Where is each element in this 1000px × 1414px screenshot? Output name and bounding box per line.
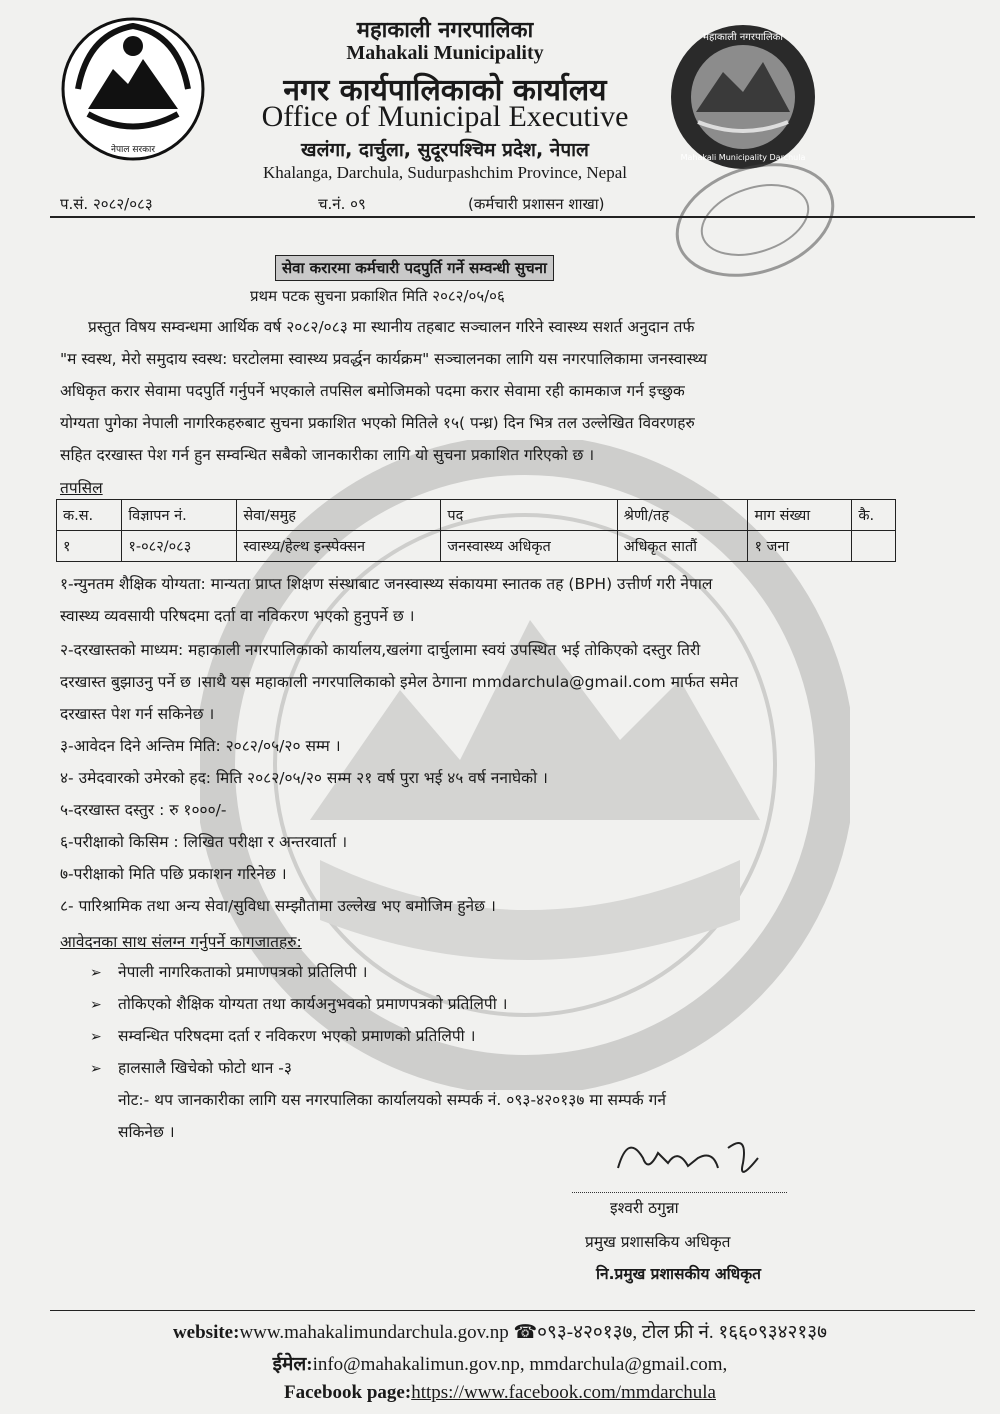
requirement-line: १-न्युनतम शैक्षिक योग्यता: मान्यता प्राप्त शिक्षण संस्थाबाट जनस्वास्थ्य संकायमा स्नातक तह (BPH) उत्तीर्ण गरी नेपाल xyxy=(60,575,713,593)
email-label: ईमेल: xyxy=(272,1354,313,1375)
seal-text-bottom: Mahakali Municipality Darchula xyxy=(680,153,806,162)
office-name-english: Office of Municipal Executive xyxy=(261,100,629,133)
table-cell: १ xyxy=(57,531,122,562)
municipality-seal-icon xyxy=(668,22,818,172)
body-line: प्रस्तुत विषय सम्वन्धमा आर्थिक वर्ष २०८२/०८३ मा स्थानीय तहबाट सञ्चालन गरिने स्वास्थ्य सशर्त अनुदान तर्फ xyxy=(88,318,695,336)
table-cell: अधिकृत सातौं xyxy=(617,531,748,562)
arrow-bullet-icon: ➢ xyxy=(90,1029,102,1045)
body-line: योग्यता पुगेका नेपाली नागरिकहरुबाट सुचना प्रकाशित भएको मितिले १५( पन्ध्र) दिन भित्र तल उल्लेखित विवरणहरु xyxy=(60,414,695,432)
table-header-cell: विज्ञापन नं. xyxy=(122,500,237,531)
footer-facebook-line xyxy=(0,1382,1000,1404)
footer-email-line xyxy=(0,1350,1000,1376)
website-link[interactable]: www.mahakalimundarchula.gov.np xyxy=(239,1322,509,1343)
table-header-cell: पद xyxy=(441,500,617,531)
table-header-cell: सेवा/समुह xyxy=(237,500,441,531)
body-line: सहित दरखास्त पेश गर्न हुन सम्वन्धित सबैको जानकारीका लागि यो सुचना प्रकाशित गरिएको छ । xyxy=(60,446,595,464)
footer-divider xyxy=(50,1310,975,1311)
documents-heading: आवेदनका साथ संलग्न गर्नुपर्ने कागजातहरु: xyxy=(60,933,302,951)
table-header-cell: श्रेणी/तह xyxy=(617,500,748,531)
address-nepali: खलंगा, दार्चुला, सुदूरपश्चिम प्रदेश, नेपाल xyxy=(301,139,589,161)
table-row xyxy=(57,531,896,562)
document-label: तोकिएको शैक्षिक योग्यता तथा कार्यअनुभवको प्रमाणपत्रको प्रतिलिपी । xyxy=(118,995,508,1013)
table-label: तपसिल xyxy=(60,479,103,497)
signatory-name: इश्वरी ठगुन्ना xyxy=(610,1199,679,1217)
list-item xyxy=(90,960,368,982)
website-label: website: xyxy=(172,1322,240,1343)
list-item xyxy=(90,992,508,1014)
publish-date: प्रथम पटक सुचना प्रकाशित मिति २०८२/०५/०६ xyxy=(250,287,505,305)
email-addresses[interactable]: info@mahakalimun.gov.np, mmdarchula@gmail.com, xyxy=(312,1354,728,1375)
arrow-bullet-icon: ➢ xyxy=(90,965,102,981)
requirement-line: दरखास्त बुझाउनु पर्ने छ ।साथै यस महाकाली नगरपालिकाको इमेल ठेगाना mmdarchula@gmail.com मार्फत समेत xyxy=(60,673,739,691)
seal-text-top: महाकाली नगरपालिका xyxy=(703,32,783,43)
vacancy-table xyxy=(56,499,896,562)
body-line: अधिकृत करार सेवामा पदपुर्ति गर्नुपर्ने भएकाले तपसिल बमोजिमको पदमा करार सेवामा रही कामकाज गर्न इच्छुक xyxy=(60,382,685,400)
contact-note: नोट:- थप जानकारीका लागि यस नगरपालिका कार्यालयको सम्पर्क नं. ०९३-४२०१३७ मा सम्पर्क गर्न xyxy=(118,1091,666,1109)
table-cell: १-०८२/०८३ xyxy=(122,531,237,562)
arrow-bullet-icon: ➢ xyxy=(90,997,102,1013)
body-line: "म स्वस्थ, मेरो समुदाय स्वस्थ: घरटोलमा स्वास्थ्य प्रवर्द्धन कार्यक्रम" सञ्चालनका लागि यस नगरपालिकामा जनस्वास्थ्य xyxy=(60,350,708,368)
office-stamp-icon xyxy=(670,160,840,280)
header-divider xyxy=(50,216,975,218)
requirement-line: दरखास्त पेश गर्न सकिनेछ । xyxy=(60,705,215,723)
address-english: Khalanga, Darchula, Sudurpashchim Province, Nepal xyxy=(263,163,627,182)
document-label: सम्वन्धित परिषदमा दर्ता र नविकरण भएको प्रमाणको प्रतिलिपी । xyxy=(118,1027,476,1045)
notice-title: सेवा करारमा कर्मचारी पदपुर्ति गर्ने सम्वन्धी सुचना xyxy=(275,255,554,281)
reference-number: प.सं. २०८२/०८३ xyxy=(60,195,153,213)
office-name-nepali: नगर कार्यपालिकाको कार्यालय xyxy=(283,73,607,108)
table-header-row xyxy=(57,500,896,531)
emblem-caption: नेपाल सरकार xyxy=(110,145,156,155)
table-cell: स्वास्थ्य/हेल्थ इन्स्पेक्सन xyxy=(237,531,441,562)
table-header-cell: क.स. xyxy=(57,500,122,531)
footer-website-line xyxy=(0,1318,1000,1344)
table-header-cell: कै. xyxy=(852,500,896,531)
requirement-line: ५-दरखास्त दस्तुर : रु १०००/- xyxy=(60,801,227,819)
section-name: (कर्मचारी प्रशासन शाखा) xyxy=(468,195,605,213)
requirement-line: ६-परीक्षाको किसिम : लिखित परीक्षा र अन्तरवार्ता । xyxy=(60,833,348,851)
list-item xyxy=(90,1056,292,1078)
table-cell xyxy=(852,531,896,562)
signature-icon xyxy=(598,1128,778,1188)
signature-line xyxy=(572,1192,787,1193)
facebook-label: Facebook page: xyxy=(284,1382,412,1403)
signatory-designation: प्रमुख प्रशासकिय अधिकृत xyxy=(585,1233,731,1251)
table-cell: जनस्वास्थ्य अधिकृत xyxy=(441,531,617,562)
table-header-cell: माग संख्या xyxy=(748,500,852,531)
designation-stamp: नि.प्रमुख प्रशासकीय अधिकृत xyxy=(596,1265,761,1283)
requirement-line: ३-आवेदन दिने अन्तिम मिति: २०८२/०५/२० सम्म । xyxy=(60,737,341,755)
requirement-line: ७-परीक्षाको मिति पछि प्रकाशन गरिनेछ । xyxy=(60,865,287,883)
nepal-emblem-icon xyxy=(58,14,208,164)
dispatch-number: च.नं. ०९ xyxy=(318,195,366,213)
facebook-link[interactable]: https://www.facebook.com/mmdarchula xyxy=(411,1382,716,1403)
requirement-line: ४- उमेदवारको उमेरको हद: मिति २०८२/०५/२० सम्म २१ वर्ष पुरा भई ४५ वर्ष ननाघेको । xyxy=(60,769,548,787)
document-label: नेपाली नागरिकताको प्रमाणपत्रको प्रतिलिपी । xyxy=(118,963,368,981)
requirement-line: स्वास्थ्य व्यवसायी परिषदमा दर्ता वा नविकरण भएको हुनुपर्ने छ । xyxy=(60,607,415,625)
arrow-bullet-icon: ➢ xyxy=(90,1061,102,1077)
contact-note-cont: सकिनेछ । xyxy=(118,1123,175,1141)
phone-numbers: ☎०९३-४२०१३७, टोल फ्री नं. १६६०९३४२१३७ xyxy=(513,1322,828,1343)
table-cell: १ जना xyxy=(748,531,852,562)
requirement-line: २-दरखास्तको माध्यम: महाकाली नगरपालिकाको कार्यालय,खलंगा दार्चुलामा स्वयं उपस्थित भई तोकिएको दस्तुर तिरी xyxy=(60,641,701,659)
list-item xyxy=(90,1024,475,1046)
document-label: हालसालै खिचेको फोटो थान -३ xyxy=(118,1059,292,1077)
municipality-name-nepali: महाकाली नगरपालिका xyxy=(356,18,534,43)
requirement-line: ८- पारिश्रामिक तथा अन्य सेवा/सुविधा सम्झौतामा उल्लेख भए बमोजिम हुनेछ । xyxy=(60,897,496,915)
municipality-name-english: Mahakali Municipality xyxy=(346,42,544,64)
